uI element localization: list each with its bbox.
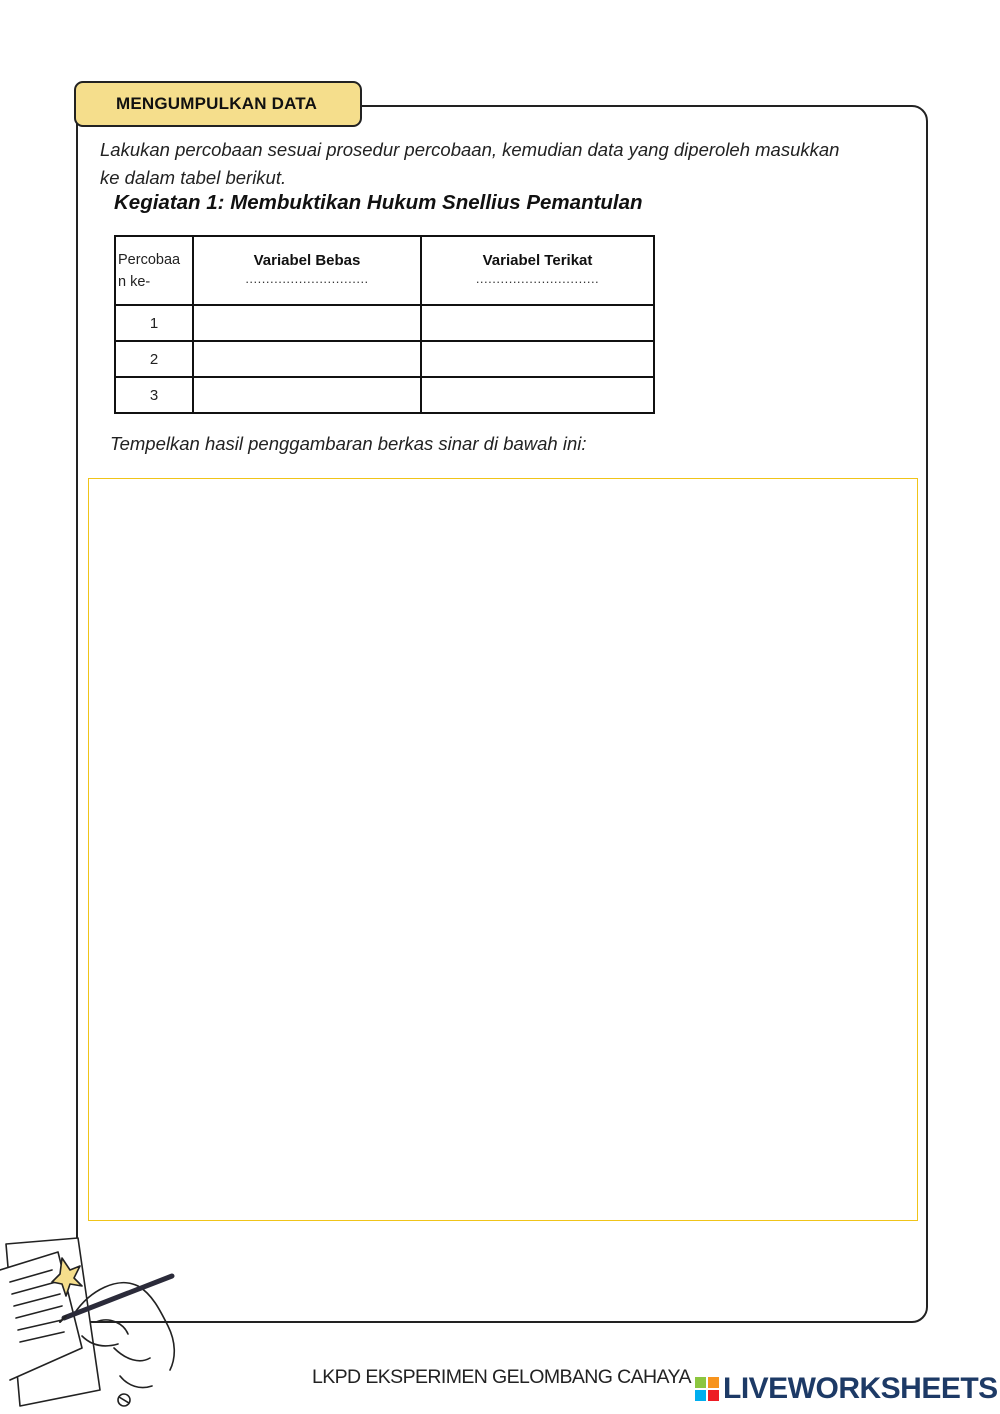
section-tab: [74, 81, 362, 127]
dependent-variable-cell[interactable]: [421, 377, 654, 413]
header-independent-dots: ..............................: [245, 270, 369, 286]
instruction-text: [100, 136, 900, 192]
table-row: [115, 341, 654, 377]
table-row: [115, 377, 654, 413]
drawing-paste-area[interactable]: [88, 478, 918, 1221]
paste-instruction: Tempelkan hasil penggambaran berkas sinar di bawah ini:: [110, 433, 587, 454]
header-dependent-dots: ..............................: [475, 270, 600, 286]
logo-square-green: [695, 1377, 706, 1388]
independent-variable-cell[interactable]: [193, 377, 421, 413]
activity-title: Kegiatan 1: Membuktikan Hukum Snellius Pemantulan: [114, 191, 643, 214]
brand-logo-icon: [695, 1377, 719, 1401]
header-dependent-label: Variabel Terikat: [482, 251, 593, 269]
data-table: [114, 235, 655, 414]
table-header-row: [115, 236, 654, 305]
header-dependent-variable: [421, 236, 654, 305]
header-trial-line-2: n ke-: [118, 273, 151, 290]
brand-name: LIVEWORKSHEETS: [723, 1372, 998, 1405]
trial-number-cell: 2: [115, 341, 193, 377]
instruction-line-1: Lakukan percobaan sesuai prosedur percobaan, kemudian data yang diperoleh masukkan: [100, 139, 840, 160]
trial-number-cell: 1: [115, 305, 193, 341]
header-independent-label: Variabel Bebas: [253, 251, 361, 269]
dependent-variable-cell[interactable]: [421, 305, 654, 341]
dependent-variable-cell[interactable]: [421, 341, 654, 377]
liveworksheets-logo: [695, 1372, 998, 1406]
hand-writing-icon: [0, 1230, 200, 1414]
footer-title: LKPD EKSPERIMEN GELOMBANG CAHAYA: [312, 1366, 691, 1388]
instruction-line-2: ke dalam tabel berikut.: [100, 167, 287, 188]
logo-square-red: [708, 1390, 719, 1401]
section-tab-label: MENGUMPULKAN DATA: [116, 94, 318, 113]
header-trial-number: [115, 236, 193, 305]
header-trial-line-1: Percobaa: [118, 251, 181, 268]
trial-number-cell: 3: [115, 377, 193, 413]
header-independent-variable: [193, 236, 421, 305]
independent-variable-cell[interactable]: [193, 341, 421, 377]
logo-square-orange: [708, 1377, 719, 1388]
table-row: [115, 305, 654, 341]
logo-square-blue: [695, 1390, 706, 1401]
independent-variable-cell[interactable]: [193, 305, 421, 341]
